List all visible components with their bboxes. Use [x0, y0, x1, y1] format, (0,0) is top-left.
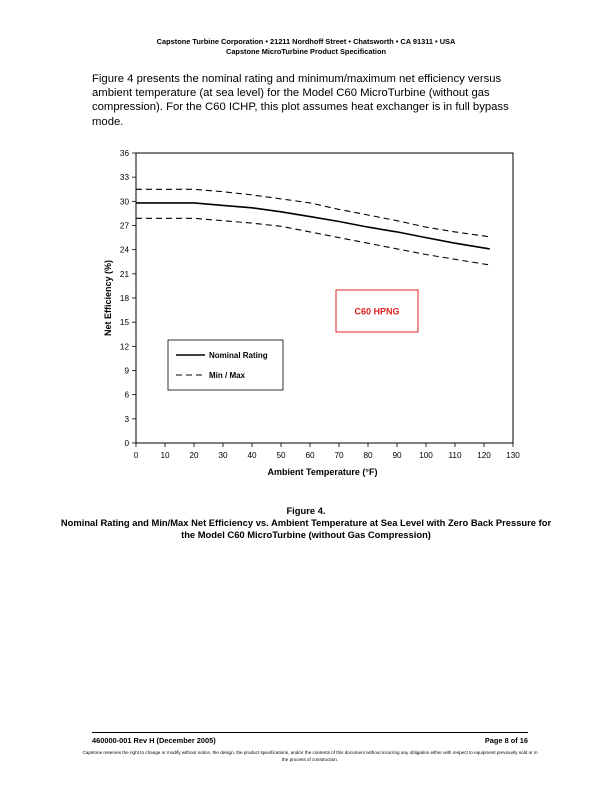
x-tick-label: 100: [419, 451, 433, 460]
x-tick-label: 90: [392, 451, 402, 460]
x-tick-label: 30: [218, 451, 228, 460]
x-tick-label: 130: [506, 451, 520, 460]
y-axis-label: Net Efficiency (%): [103, 259, 113, 337]
y-tick-label: 15: [119, 318, 129, 328]
y-tick-label: 18: [119, 294, 129, 303]
series-line-min: [136, 218, 490, 265]
series-line-max: [136, 189, 490, 237]
figure-caption: Nominal Rating and Min/Max Net Efficiency vs. Ambient Temperature at Sea Level with Zero Back Pressure for the Model C60 MicroTurbine (without Gas Compression): [60, 517, 552, 540]
x-tick-label: 50: [276, 451, 286, 460]
y-tick-label: 24: [119, 245, 129, 255]
y-tick-label: 6: [124, 390, 129, 400]
x-tick-label: 40: [247, 451, 257, 460]
y-tick-label: 30: [119, 197, 129, 207]
x-tick-label: 120: [477, 451, 491, 460]
legend-box: [168, 340, 283, 390]
y-tick-label: 27: [119, 221, 129, 231]
intro-paragraph: Figure 4 presents the nominal rating and minimum/maximum net efficiency versus ambient temperature (at sea level) for the Model C60 MicroTurbine (without gas compression). For the C60 ICHP, this plot assumes heat exchanger is in full bypass mode.: [92, 73, 509, 128]
plot-frame: [136, 153, 513, 443]
annotation-label: C60 HPNG: [354, 306, 400, 317]
x-tick-label: 110: [448, 451, 462, 460]
legend-label: Nominal Rating: [209, 351, 268, 360]
header-address: Capstone Turbine Corporation • 21211 Nordhoff Street • Chatsworth • CA 91311 • USA: [156, 37, 456, 46]
x-tick-label: 0: [133, 451, 139, 460]
figure-label: Figure 4.: [286, 505, 326, 516]
y-tick-label: 12: [119, 342, 129, 352]
document-number: 460000-001 Rev H (December 2005): [92, 736, 216, 745]
x-tick-label: 10: [160, 451, 170, 460]
y-tick-label: 21: [119, 269, 129, 279]
x-tick-label: 60: [305, 451, 315, 460]
series-line-nominal-rating: [136, 203, 490, 249]
footer-rule: [92, 732, 528, 733]
x-tick-label: 80: [363, 451, 373, 460]
x-axis-label: Ambient Temperature (°F): [267, 467, 378, 477]
y-tick-label: 0: [124, 439, 129, 448]
page-number: Page 8 of 16: [484, 736, 528, 745]
y-tick-label: 9: [124, 366, 129, 376]
legend-label: Min / Max: [209, 371, 246, 380]
footer-disclaimer: Capstone reserves the right to change or modify without notice, the design, the product specifications, and/or the contents of this document without incurring any obligation either with respect to equipment previously sold or in the process of construction.: [82, 750, 538, 762]
x-tick-label: 70: [334, 451, 344, 460]
y-tick-label: 3: [124, 414, 129, 424]
x-tick-label: 20: [189, 451, 199, 460]
y-tick-label: 36: [119, 149, 129, 158]
header-subtitle: Capstone MicroTurbine Product Specification: [225, 47, 386, 56]
y-tick-label: 33: [119, 173, 129, 183]
